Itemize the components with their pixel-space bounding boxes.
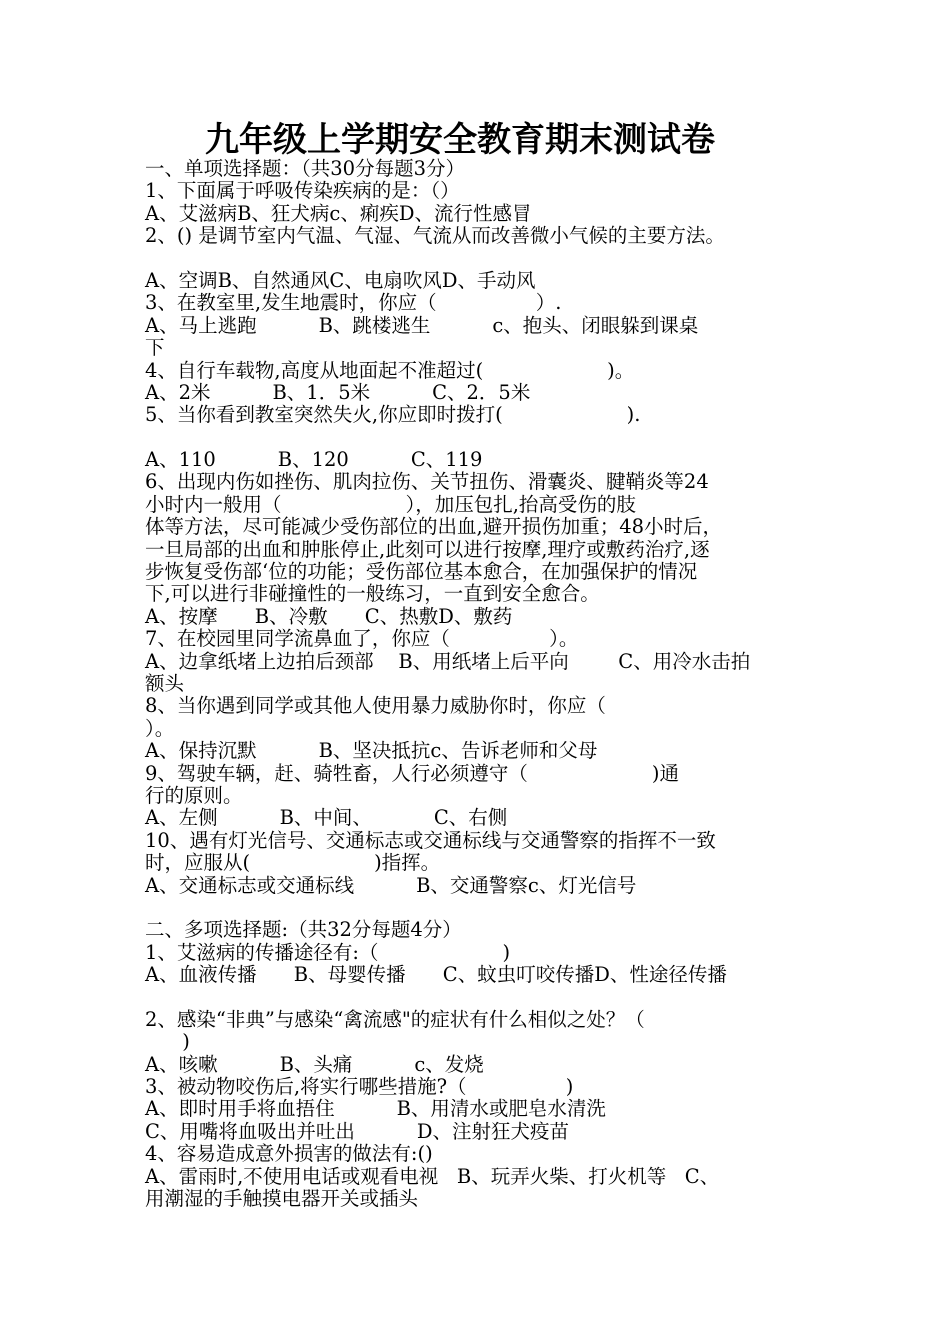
text-line: A、艾滋病B、狂犬病c、痢疾D、流行性感冒: [145, 201, 532, 225]
text-line: 下,可以进行非碰撞性的一般练习，一直到安全愈合。: [145, 582, 600, 606]
text-line: A、咳嗽 B、头痛 c、发烧: [145, 1052, 484, 1076]
text-line: 3、在教室里,发生地震时，你应（ ）.: [145, 291, 562, 315]
blank-line: [145, 427, 820, 449]
text-line: 3、被动物咬伤后,将实行哪些措施?（ ): [145, 1075, 574, 1099]
text-line: 9、驾驶车辆，赶、骑牲畜，人行必须遵守（ )通: [145, 761, 679, 785]
text-line: 行的原则。: [145, 783, 243, 807]
text-line: 下: [145, 336, 165, 360]
text-line: 10、遇有灯光信号、交通标志或交通标线与交通警察的指挥不一致: [145, 828, 716, 852]
text-line: 用潮湿的手触摸电器开关或插头: [145, 1186, 419, 1210]
text-line: A、空调B、自然通风C、电扇吹风D、手动风: [145, 268, 536, 292]
text-line: A、交通标志或交通标线 B、交通警察c、灯光信号: [145, 873, 637, 897]
text-line: 时，应服从( )指挥。: [145, 851, 441, 875]
text-line: 4、容易造成意外损害的做法有:(): [145, 1142, 433, 1166]
text-line: ): [145, 1030, 190, 1054]
text-line: 5、当你看到教室突然失火,你应即时拨打( ).: [145, 403, 641, 427]
text-line: ）。: [145, 716, 175, 740]
text-line: A、按摩 B、冷敷 C、热敷D、敷药: [145, 604, 513, 628]
blank-line: [145, 986, 820, 1008]
text-line: A、2米 B、1．5米 C、2．5米: [145, 380, 531, 404]
blank-line: [145, 248, 820, 270]
text-line: 1、艾滋病的传播途径有:（ ): [145, 940, 511, 964]
text-line: 2、感染“非典”与感染“禽流感"的症状有什么相似之处？（: [145, 1007, 645, 1031]
text-line: C、用嘴将血吸出并吐出 D、注射狂犬疫苗: [145, 1119, 570, 1143]
text-line: A、马上逃跑 B、跳楼逃生 c、抱头、闭眼躲到课桌: [145, 313, 699, 337]
blank-line: [145, 897, 820, 919]
text-line: 8、当你遇到同学或其他人使用暴力威胁你时，你应（: [145, 694, 606, 718]
text-line: A、雷雨时,不使用电话或观看电视 B、玩弄火柴、打火机等 C、: [145, 1164, 720, 1188]
exam-title: 九年级上学期安全教育期末测试卷: [205, 120, 715, 160]
exam-content: [145, 158, 820, 1210]
text-line: 6、出现内伤如挫伤、肌肉拉伤、关节扭伤、滑囊炎、腱鞘炎等24: [145, 470, 709, 494]
text-line: 步恢复受伤部‘位的功能；受伤部位基本愈合，在加强保护的情况: [145, 560, 698, 584]
text-line: 体等方法，尽可能减少受伤部位的出血,避开损伤加重；48小时后，: [145, 515, 723, 539]
text-line: A、110 B、120 C、119: [145, 448, 483, 472]
text-line: 一、单项选择题：（共30分每题3分）: [145, 157, 465, 180]
text-line: 二、多项选择题:（共32分每题4分）: [145, 918, 462, 942]
text-line: A、左侧 B、中间、 C、右侧: [145, 806, 508, 830]
text-line: A、血液传播 B、母婴传播 C、蚊虫叮咬传播D、性途径传播: [145, 963, 727, 987]
text-line: A、保持沉默 B、坚决抵抗c、告诉老师和父母: [145, 739, 598, 763]
text-line: 小时内一般用（ ），加压包扎,抬高受伤的肢: [145, 492, 636, 516]
text-line: 1、下面属于呼吸传染疾病的是：（）: [145, 179, 460, 203]
text-line: 7、在校园里同学流鼻血了，你应（ ）。: [145, 627, 579, 651]
text-line: 2、() 是调节室内气温、气湿、气流从而改善微小气候的主要方法。: [145, 224, 725, 248]
text-line: 一旦局部的出血和肿胀停止,此刻可以进行按摩,理疗或敷药治疗,逐: [145, 537, 710, 561]
text-line: A、即时用手将血捂住 B、用清水或肥皂水清洗: [145, 1097, 606, 1121]
text-line: 4、自行车载物,高度从地面起不准超过( )。: [145, 358, 635, 382]
text-line: 额头: [145, 671, 185, 695]
text-line: A、边拿纸堵上边拍后颈部 B、用纸堵上后平向 C、用冷水击拍: [145, 649, 751, 673]
